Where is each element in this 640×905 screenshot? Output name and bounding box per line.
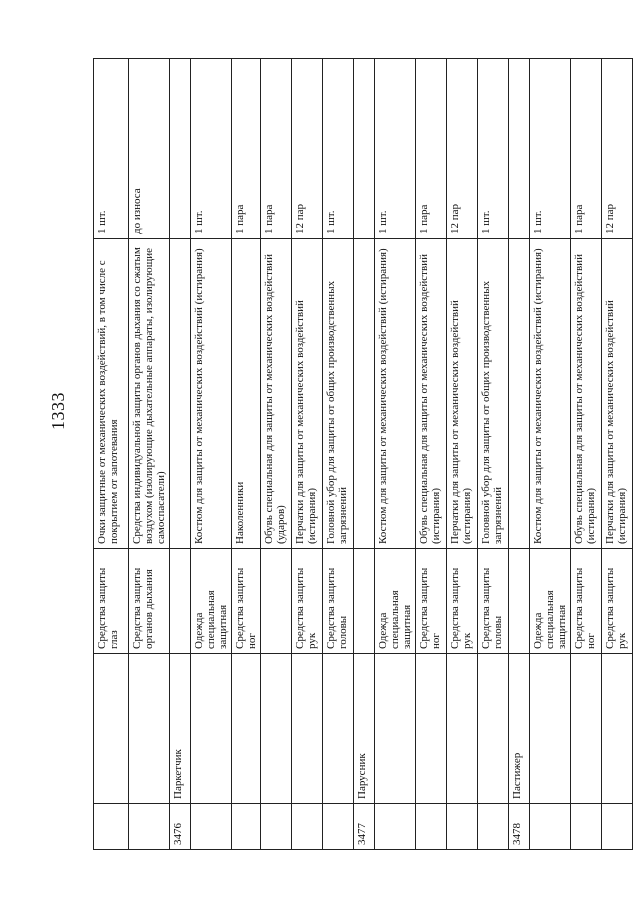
quantity-cell: 12 пар: [447, 59, 478, 239]
table-row: [447, 59, 478, 850]
table-row: [261, 59, 292, 850]
profession-number-cell: [261, 804, 292, 850]
profession-name-cell: [232, 654, 261, 804]
item-name-cell: Головной убор для защиты от общих производственных загрязнений: [478, 239, 509, 549]
table-row: [292, 59, 323, 850]
item-name-cell: Наколенники: [232, 239, 261, 549]
profession-name-cell: [602, 654, 633, 804]
quantity-cell: до износа: [129, 59, 170, 239]
item-type-cell: Средства защиты рук: [447, 549, 478, 654]
ppe-norms-table: [93, 58, 633, 850]
profession-name-cell: [129, 654, 170, 804]
profession-number-cell: [375, 804, 416, 850]
item-name-cell: Костюм для защиты от механических воздействий (истирания): [530, 239, 571, 549]
item-name-cell: Головной убор для защиты от общих производственных загрязнений: [323, 239, 354, 549]
profession-number-cell: [416, 804, 447, 850]
quantity-cell: [170, 59, 191, 239]
table-row: [170, 59, 191, 850]
quantity-cell: 1 пара: [232, 59, 261, 239]
quantity-cell: 1 пара: [261, 59, 292, 239]
item-name-cell: [509, 239, 530, 549]
item-type-cell: Одежда специальная защитная: [375, 549, 416, 654]
profession-name-cell: [94, 654, 129, 804]
profession-name-cell: [571, 654, 602, 804]
item-type-cell: Одежда специальная защитная: [191, 549, 232, 654]
profession-number-cell: [478, 804, 509, 850]
item-type-cell: [354, 549, 375, 654]
quantity-cell: 12 пар: [602, 59, 633, 239]
item-type-cell: Средства защиты головы: [323, 549, 354, 654]
quantity-cell: 12 пар: [292, 59, 323, 239]
table-row: [129, 59, 170, 850]
profession-number-cell: [323, 804, 354, 850]
quantity-cell: 1 шт.: [478, 59, 509, 239]
profession-number-cell: [530, 804, 571, 850]
item-name-cell: Костюм для защиты от механических воздействий (истирания): [375, 239, 416, 549]
profession-number-cell: [571, 804, 602, 850]
profession-number-cell: [447, 804, 478, 850]
item-name-cell: Перчатки для защиты от механических воздействий (истирания): [447, 239, 478, 549]
profession-number-cell: 3477: [354, 804, 375, 850]
profession-name-cell: Паркетчик: [170, 654, 191, 804]
quantity-cell: [509, 59, 530, 239]
item-name-cell: Обувь специальная для защиты от механических воздействий (истирания): [416, 239, 447, 549]
table-row: [354, 59, 375, 850]
item-type-cell: [509, 549, 530, 654]
table-row: [571, 59, 602, 850]
item-type-cell: Средства защиты ног: [232, 549, 261, 654]
item-name-cell: Обувь специальная для защиты от механических воздействий (истирания): [571, 239, 602, 549]
item-type-cell: Средства защиты ног: [416, 549, 447, 654]
item-name-cell: Обувь специальная для защиты от механических воздействий (ударов): [261, 239, 292, 549]
quantity-cell: 1 пара: [571, 59, 602, 239]
item-type-cell: Средства защиты глаз: [94, 549, 129, 654]
profession-name-cell: Пастижер: [509, 654, 530, 804]
quantity-cell: 1 пара: [416, 59, 447, 239]
profession-number-cell: 3476: [170, 804, 191, 850]
profession-name-cell: [447, 654, 478, 804]
item-type-cell: Средства защиты рук: [292, 549, 323, 654]
profession-number-cell: [94, 804, 129, 850]
ppe-table-body: [94, 59, 633, 850]
item-type-cell: Средства защиты органов дыхания: [129, 549, 170, 654]
item-name-cell: Перчатки для защиты от механических воздействий (истирания): [292, 239, 323, 549]
profession-number-cell: [191, 804, 232, 850]
table-row: [478, 59, 509, 850]
item-type-cell: Средства защиты ног: [571, 549, 602, 654]
table-row: [375, 59, 416, 850]
table-row: [509, 59, 530, 850]
quantity-cell: 1 шт.: [323, 59, 354, 239]
profession-name-cell: [530, 654, 571, 804]
item-type-cell: Средства защиты рук: [602, 549, 633, 654]
profession-number-cell: 3478: [509, 804, 530, 850]
page-number: 1333: [48, 392, 68, 430]
item-type-cell: Средства защиты головы: [478, 549, 509, 654]
item-type-cell: [170, 549, 191, 654]
table-row: [323, 59, 354, 850]
profession-number-cell: [232, 804, 261, 850]
item-name-cell: [170, 239, 191, 549]
profession-name-cell: [478, 654, 509, 804]
quantity-cell: 1 шт.: [94, 59, 129, 239]
profession-name-cell: [323, 654, 354, 804]
item-name-cell: Средства индивидуальной защиты органов дыхания со сжатым воздухом (изолирующие дыхательные аппараты, изолирующие самоспасатели): [129, 239, 170, 549]
table-row: [602, 59, 633, 850]
item-name-cell: [354, 239, 375, 549]
item-name-cell: Перчатки для защиты от механических воздействий (истирания): [602, 239, 633, 549]
item-type-cell: Одежда специальная защитная: [530, 549, 571, 654]
ppe-table-container: [93, 60, 628, 850]
quantity-cell: 1 шт.: [191, 59, 232, 239]
profession-number-cell: [292, 804, 323, 850]
profession-number-cell: [602, 804, 633, 850]
profession-name-cell: [375, 654, 416, 804]
quantity-cell: 1 шт.: [530, 59, 571, 239]
item-type-cell: [261, 549, 292, 654]
table-row: [530, 59, 571, 850]
profession-name-cell: [416, 654, 447, 804]
profession-name-cell: [261, 654, 292, 804]
item-name-cell: Костюм для защиты от механических воздействий (истирания): [191, 239, 232, 549]
profession-name-cell: [191, 654, 232, 804]
table-row: [94, 59, 129, 850]
quantity-cell: [354, 59, 375, 239]
table-row: [232, 59, 261, 850]
table-row: [416, 59, 447, 850]
item-name-cell: Очки защитные от механических воздействий, в том числе с покрытием от запотевания: [94, 239, 129, 549]
table-row: [191, 59, 232, 850]
quantity-cell: 1 шт.: [375, 59, 416, 239]
profession-number-cell: [129, 804, 170, 850]
profession-name-cell: Парусник: [354, 654, 375, 804]
profession-name-cell: [292, 654, 323, 804]
